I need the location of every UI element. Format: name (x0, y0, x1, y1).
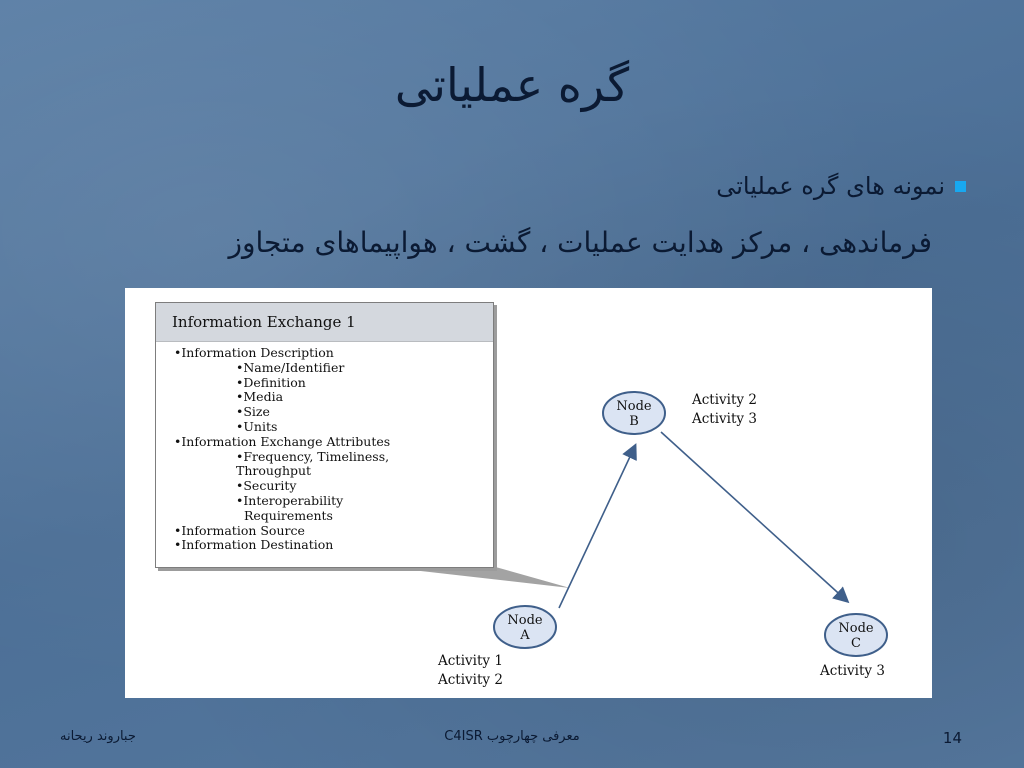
info-exchange-box (155, 302, 494, 568)
node-a-letter: A (520, 628, 530, 643)
list-item: •Interoperability (236, 492, 344, 508)
activity-label: Activity 3 (820, 663, 885, 679)
activity-label: Activity 2 (438, 672, 503, 688)
node-a-label (495, 613, 555, 643)
info-exchange-list (156, 342, 493, 553)
arrow-b-to-c (661, 432, 847, 601)
slide-title: گره عملیاتی (394, 58, 630, 112)
activity-label: Activity 1 (438, 653, 503, 669)
node-c-activities (820, 662, 885, 681)
list-item: •Information Source (174, 522, 305, 538)
list-item: •Information Description (174, 345, 334, 360)
list-item: •Security (236, 478, 297, 494)
bullet-square-icon (955, 181, 966, 192)
node-a-activities (438, 652, 503, 690)
callout-pointer (377, 566, 570, 588)
footer-topic: معرفی چهارچوب C4ISR (444, 729, 580, 744)
activity-label: Activity 3 (692, 411, 757, 427)
list-item: •Units (236, 418, 278, 434)
bullet-text: نمونه های گره عملیاتی (716, 172, 945, 200)
node-a-word: Node (507, 613, 543, 628)
list-item: •Information Exchange Attributes (174, 433, 391, 449)
info-exchange-title: Information Exchange 1 (156, 303, 493, 342)
list-item: •Name/Identifier (236, 359, 345, 375)
list-item: Requirements (244, 507, 333, 523)
node-c-word: Node (838, 621, 874, 636)
list-item: •Frequency, Timeliness, (236, 448, 390, 464)
node-b-letter: B (629, 414, 639, 429)
page-number: 14 (942, 729, 962, 747)
node-b-activities (692, 391, 757, 429)
footer-author: جباروند ریحانه (60, 729, 136, 744)
node-c-label (826, 621, 886, 651)
list-item: Throughput (236, 463, 312, 479)
examples-line: فرماندهی ، مرکز هدایت عملیات ، گشت ، هواپیماهای متجاوز (228, 226, 932, 259)
list-item: •Size (236, 404, 270, 420)
node-b-label (604, 399, 664, 429)
list-item: •Definition (236, 374, 306, 390)
bullet-item (716, 172, 966, 200)
list-item: •Media (236, 389, 284, 405)
list-item: •Information Destination (174, 537, 334, 553)
node-c-letter: C (851, 636, 861, 651)
node-b-word: Node (616, 399, 652, 414)
arrow-a-to-b (559, 446, 635, 608)
activity-label: Activity 2 (692, 392, 757, 408)
diagram-figure (125, 288, 932, 698)
